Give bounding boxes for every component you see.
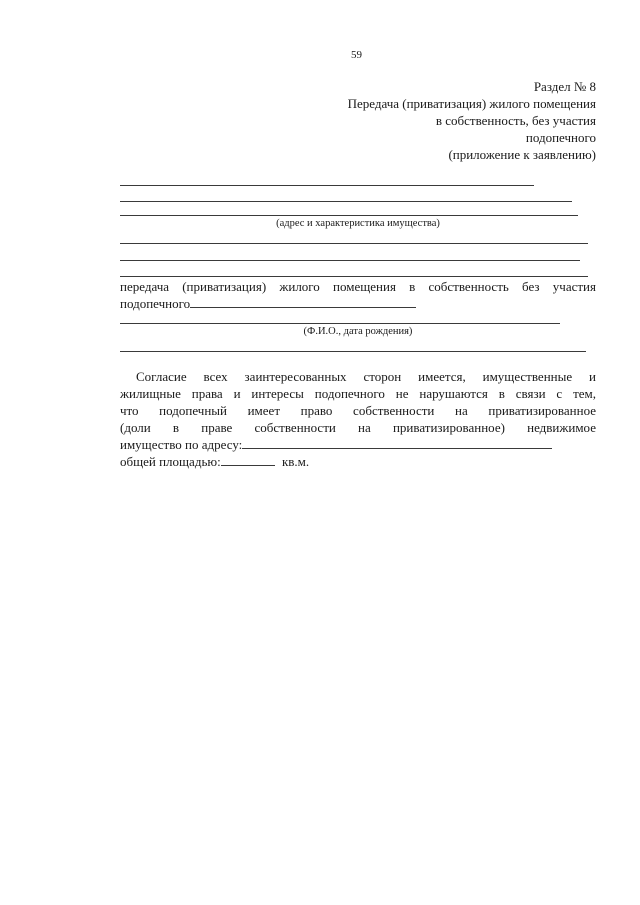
- section-title-line-1: Передача (приватизация) жилого помещения: [347, 96, 596, 111]
- section-title-line-2: в собственность, без участия: [435, 113, 596, 128]
- ward-label: подопечного: [120, 296, 191, 311]
- address-label: имущество по адресу:: [120, 437, 243, 452]
- address-blank-line-1[interactable]: [120, 185, 534, 186]
- area-label: общей площадью:: [120, 454, 221, 469]
- page-number: 59: [351, 49, 362, 61]
- section-number: Раздел № 8: [533, 79, 596, 94]
- section-header: [256, 78, 596, 163]
- section-title-line-4: (приложение к заявлению): [448, 147, 596, 162]
- address-blank-line-3[interactable]: [120, 215, 578, 216]
- area-blank[interactable]: [221, 464, 275, 466]
- person-caption: (Ф.И.О., дата рождения): [303, 326, 413, 337]
- consent-line-6: [120, 453, 596, 470]
- address-blank-line-4[interactable]: [120, 243, 588, 244]
- section-title-line-3: подопечного: [525, 130, 596, 145]
- property-address-blank[interactable]: [242, 447, 552, 449]
- ward-name-blank[interactable]: [190, 306, 416, 308]
- person-blank-line-1[interactable]: [120, 323, 560, 324]
- transfer-text-line-2: [120, 295, 596, 312]
- address-blank-line-2[interactable]: [120, 201, 572, 202]
- address-blank-line-6[interactable]: [120, 276, 588, 277]
- consent-line-3: что подопечный имеет право собственности на приватизированное: [120, 403, 596, 418]
- consent-line-4: (доли в праве собственности на приватизированное) недвижимое: [120, 420, 596, 435]
- consent-line-2: жилищные права и интересы подопечного не нарушаются в связи с тем,: [120, 386, 596, 401]
- consent-line-1: Согласие всех заинтересованных сторон имеется, имущественные и: [136, 369, 596, 384]
- area-unit: кв.м.: [281, 454, 310, 469]
- transfer-text-line-1: передача (приватизация) жилого помещения в собственность без участия: [120, 279, 596, 294]
- address-caption: (адрес и характеристика имущества): [276, 218, 440, 229]
- person-blank-line-2[interactable]: [120, 351, 586, 352]
- consent-line-5: [120, 436, 596, 453]
- address-blank-line-5[interactable]: [120, 260, 580, 261]
